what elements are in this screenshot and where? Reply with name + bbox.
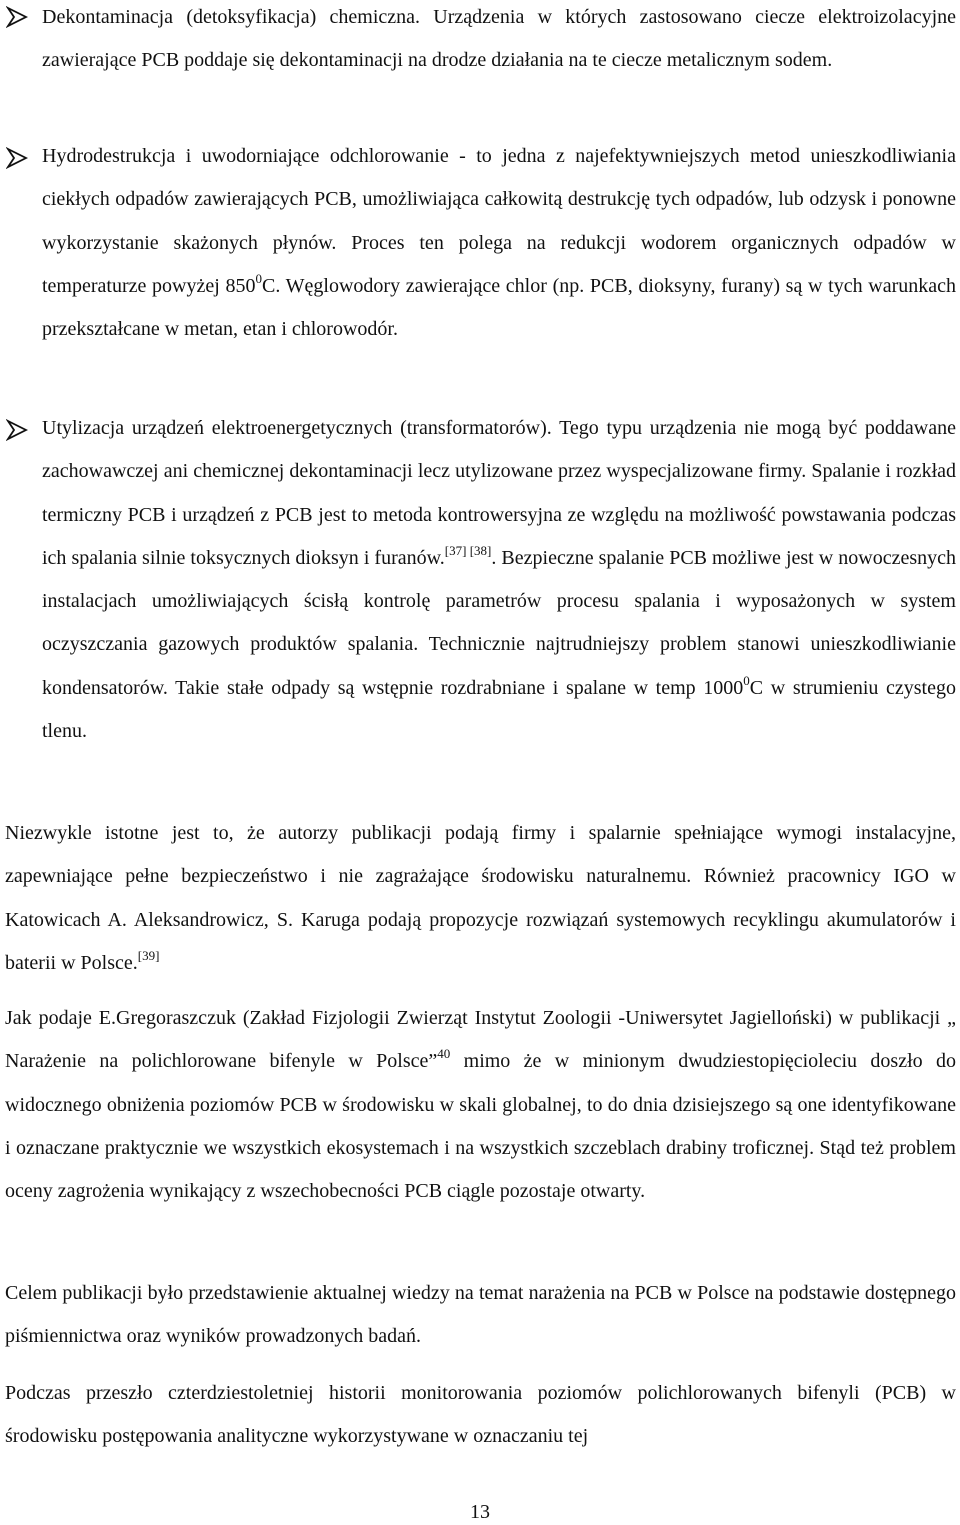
bullet-text bbox=[42, 407, 956, 753]
text-run: Niezwykle istotne jest to, że autorzy publikacji podają firmy i spalarnie spełniające wymogi instalacyjne, zapewniające pełne bezpieczeństwo i nie zagrażające środowisku naturalnemu. Również pracownicy IGO w Katowicach A. Aleksandrowicz, S. Karuga podają propozycje rozwiązań systemowych recyklingu akumulatorów i baterii w Polsce. bbox=[5, 822, 956, 974]
text-run: Utylizacja urządzeń elektroenergetycznych (transformatorów). Tego typu urządzenia nie mogą być poddawane zachowawczej ani chemicznej dekontaminacji lecz utylizowane przez wyspecjalizowane firmy. Spalanie i rozkład termiczny PCB i urządzeń z PCB jest to metoda kontrowersyjna ze względu na możliwość powstawania podczas ich spalania silnie toksycznych dioksyn i furanów. bbox=[42, 417, 956, 569]
citation-superscript: [39] bbox=[137, 947, 160, 963]
paragraph-publication-aim bbox=[5, 1272, 956, 1359]
paragraph-gregoraszczuk bbox=[5, 997, 956, 1213]
bullet-text bbox=[42, 0, 956, 83]
text-run: Celem publikacji było przedstawienie aktualnej wiedzy na temat narażenia na PCB w Polsce na podstawie dostępnego piśmiennictwa oraz wyników prowadzonych badań. bbox=[5, 1282, 956, 1348]
text-run: Hydrodestrukcja i uwodorniające odchlorowanie - to jedna z najefektywniejszych metod unieszkodliwiania ciekłych odpadów zawierających PCB, umożliwiająca całkowitą destrukcję tych odpadów, lub odzysk i ponowne wykorzystanie skażonych płynów. Proces ten polega na redukcji wodorem organicznych odpadów w temperaturze powyżej 850 bbox=[42, 145, 956, 297]
arrowhead-bullet-icon bbox=[6, 6, 28, 28]
paragraph-safety-firms bbox=[5, 812, 956, 985]
text-run: Dekontaminacja (detoksyfikacja) chemiczna. Urządzenia w których zastosowano ciecze elektroizolacyjne zawierające PCB poddaje się dekontaminacji na drodze działania na te ciecze metalicznym sodem. bbox=[42, 6, 956, 72]
citation-superscript: 40 bbox=[437, 1046, 451, 1062]
paragraph-monitoring-history bbox=[5, 1372, 956, 1459]
citation-superscript: 0 bbox=[743, 672, 750, 688]
text-run: . Bezpieczne spalanie PCB możliwe jest w nowoczesnych instalacjach umożliwiających ścisłą kontrolę parametrów procesu spalania i wyposażonych w system oczyszczania gazowych produktów spalania. Technicznie najtrudniejszy problem stanowi unieszkodliwianie kondensatorów. Takie stałe odpady są wstępnie rozdrabniane i spalane w temp 1000 bbox=[42, 546, 957, 699]
text-run: Podczas przeszło czterdziestoletniej historii monitorowania poziomów polichlorowanych bifenyli (PCB) w środowisku postępowania analityczne wykorzystywane w oznaczaniu tej bbox=[5, 1382, 956, 1448]
arrowhead-bullet-icon bbox=[6, 147, 28, 169]
bullet-text bbox=[42, 135, 956, 351]
citation-superscript: 0 bbox=[255, 270, 262, 286]
text-run: Jak podaje E.Gregoraszczuk (Zakład Fizjologii Zwierząt Instytut Zoologii -Uniwersytet Jagielloński) w publikacji „ Narażenie na polichlorowane bifenyle w Polsce” bbox=[5, 1007, 956, 1073]
arrowhead-bullet-icon bbox=[6, 419, 28, 441]
text-run: mimo że w minionym dwudziestopięcioleciu doszło do widocznego obniżenia poziomów PCB w środowisku w skali globalnej, to do dnia dzisiejszego są one identyfikowane i oznaczane praktycznie we wszystkich ekosystemach i na wszystkich szczeblach drabiny troficznej. Stąd też problem oceny zagrożenia wynikający z wszechobecności PCB ciągle pozostaje otwarty. bbox=[5, 1050, 957, 1203]
page-number: 13 bbox=[470, 1501, 490, 1523]
text-run: C. Węglowodory zawierające chlor (np. PCB, dioksyny, furany) są w tych warunkach przekształcane w metan, etan i chlorowodór. bbox=[42, 274, 956, 341]
citation-superscript: [37] [38] bbox=[444, 542, 492, 558]
text-run: C w strumieniu czystego tlenu. bbox=[42, 676, 956, 743]
